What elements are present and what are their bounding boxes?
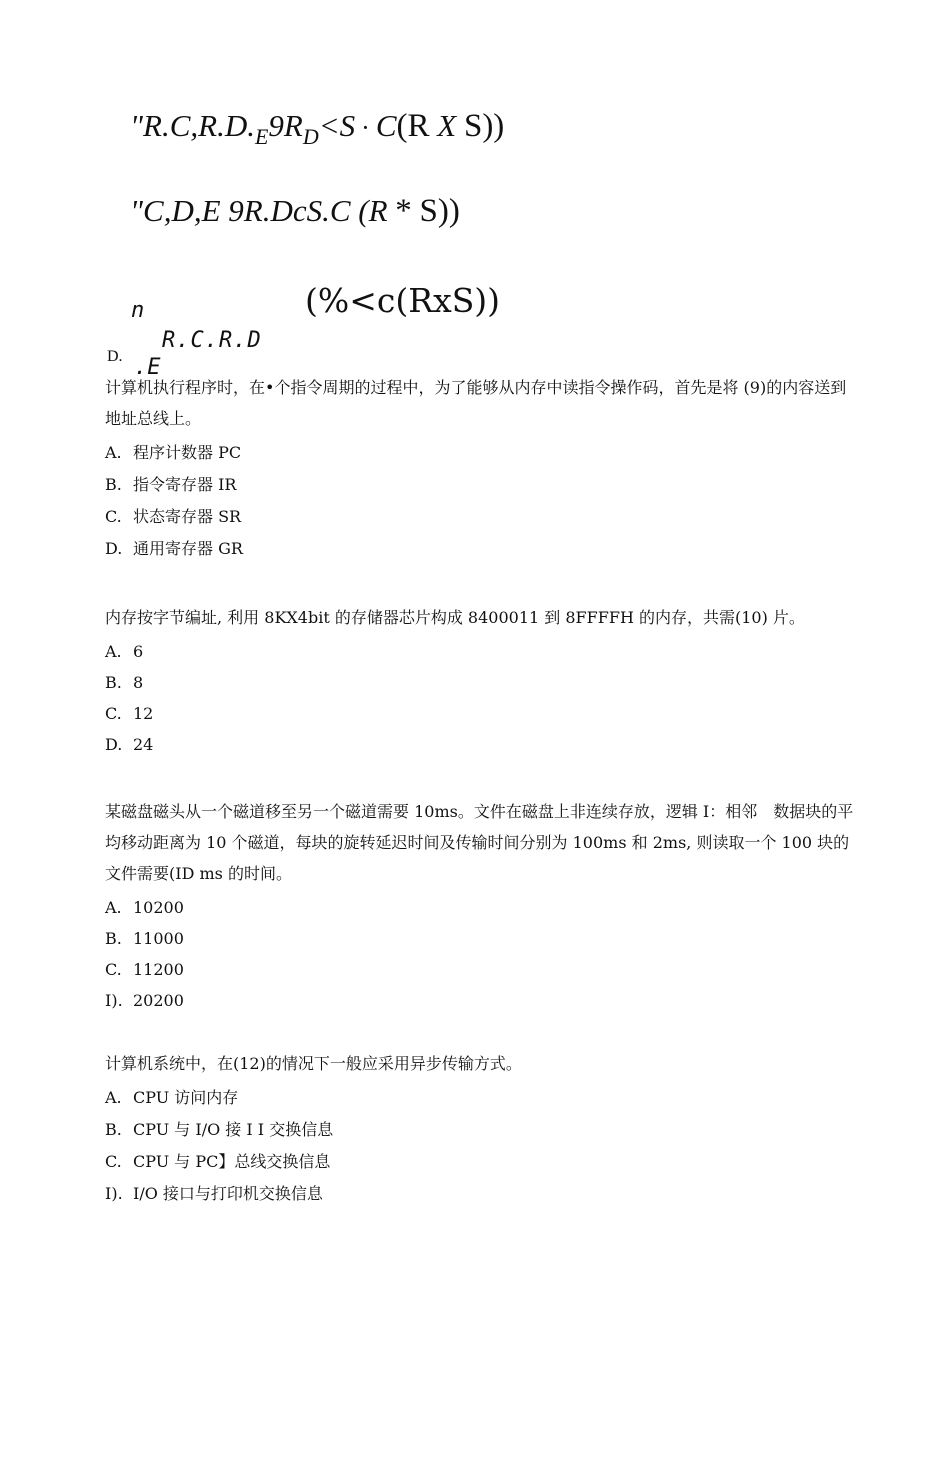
option-label: C.	[105, 1152, 122, 1171]
option-b	[105, 923, 855, 954]
option-text: 24	[133, 735, 154, 754]
option-label: A.	[105, 1088, 122, 1107]
option-b	[105, 1114, 855, 1146]
option-c	[105, 1146, 855, 1178]
formula-3-e: .E	[134, 355, 161, 380]
option-c	[105, 501, 855, 533]
option-label: A.	[105, 642, 122, 661]
option-text: 程序计数器 PC	[133, 443, 242, 462]
option-text: 指令寄存器 IR	[133, 475, 237, 494]
formula-1-end-b: (R	[396, 108, 430, 144]
formula-3-main: (%<c(RxS))	[305, 281, 501, 320]
formula-1-sub-d: D	[302, 124, 319, 149]
option-text: 11000	[133, 929, 184, 948]
option-label: A.	[105, 443, 122, 462]
formula-line-1	[130, 108, 505, 149]
formula-3-rcrd: R.C.R.D	[162, 328, 262, 353]
option-text: 20200	[133, 991, 184, 1010]
question-9	[105, 372, 855, 565]
formula-2-end: S))	[419, 193, 460, 229]
option-label: A.	[105, 898, 122, 917]
option-text: 12	[133, 704, 154, 723]
formula-1-dot: ·	[361, 113, 370, 142]
option-d	[105, 985, 855, 1016]
question-stem: 某磁盘磁头从一个磁道移至另一个磁道需要 10ms。文件在磁盘上非连续存放，逻辑 I：相邻 数据块的平均移动距离为 10 个磁道，每块的旋转延迟时间及传输时间分别为 100ms 和 2ms, 则读取一个 100 块的文件需要(ID ms 的时间。	[105, 802, 854, 883]
option-label: B.	[105, 1120, 122, 1139]
question-12	[105, 1048, 855, 1210]
formula-2-lead: "C,D,E 9R.DcS.C (R	[130, 193, 388, 228]
option-text: CPU 与 I/O 接 I I 交换信息	[133, 1120, 334, 1139]
option-label: B.	[105, 475, 122, 494]
option-label: I).	[105, 991, 123, 1010]
option-d	[105, 729, 855, 760]
option-c	[105, 954, 855, 985]
formula-1-end-d: S))	[463, 108, 505, 144]
formula-1-end-c: X	[437, 108, 457, 143]
option-label: C.	[105, 960, 122, 979]
option-d	[105, 1178, 855, 1210]
option-d	[105, 533, 855, 565]
option-text: 通用寄存器 GR	[133, 539, 243, 558]
option-b	[105, 469, 855, 501]
option-label: C.	[105, 704, 122, 723]
option-b	[105, 667, 855, 698]
formula-3-n: n	[131, 298, 145, 323]
option-text: CPU 与 PC】总线交换信息	[133, 1152, 331, 1171]
option-label: D.	[105, 539, 123, 558]
option-text: 8	[133, 673, 144, 692]
option-text: 6	[133, 642, 144, 661]
option-label: B.	[105, 929, 122, 948]
question-stem: 计算机系统中，在(12)的情况下一般应采用异步传输方式。	[105, 1054, 522, 1073]
formula-1-mid: 9R	[268, 108, 303, 143]
formula-1-tail: <S	[318, 108, 356, 143]
option-text: I/O 接口与打印机交换信息	[133, 1184, 323, 1203]
option-c	[105, 698, 855, 729]
question-stem: 内存按字节编址, 利用 8KX4bit 的存储器芯片构成 8400011 到 8FFFFH 的内存，共需(10) 片。	[105, 608, 805, 627]
option-a	[105, 892, 855, 923]
option-a	[105, 437, 855, 469]
option-a	[105, 636, 855, 667]
option-label: B.	[105, 673, 122, 692]
formula-1-sub-e: E	[254, 124, 269, 149]
option-text: 11200	[133, 960, 184, 979]
formula-1-end-a: C	[375, 108, 397, 143]
formula-1-lead: "R.C,R.D.	[130, 108, 255, 143]
question-10	[105, 602, 855, 760]
option-text: 状态寄存器 SR	[133, 507, 242, 526]
question-stem: 计算机执行程序时，在•个指令周期的过程中，为了能够从内存中读指令操作码，首先是将 (9)的内容送到地址总线上。	[105, 378, 847, 428]
option-text: CPU 访问内存	[133, 1088, 239, 1107]
formula-2-star: *	[395, 193, 412, 229]
option-label: D.	[105, 735, 123, 754]
formula-line-2	[130, 193, 460, 230]
option-text: 10200	[133, 898, 184, 917]
formula-3-option-label: D.	[107, 348, 123, 365]
option-label: I).	[105, 1184, 123, 1203]
option-label: C.	[105, 507, 122, 526]
option-a	[105, 1082, 855, 1114]
question-11	[105, 796, 855, 1016]
